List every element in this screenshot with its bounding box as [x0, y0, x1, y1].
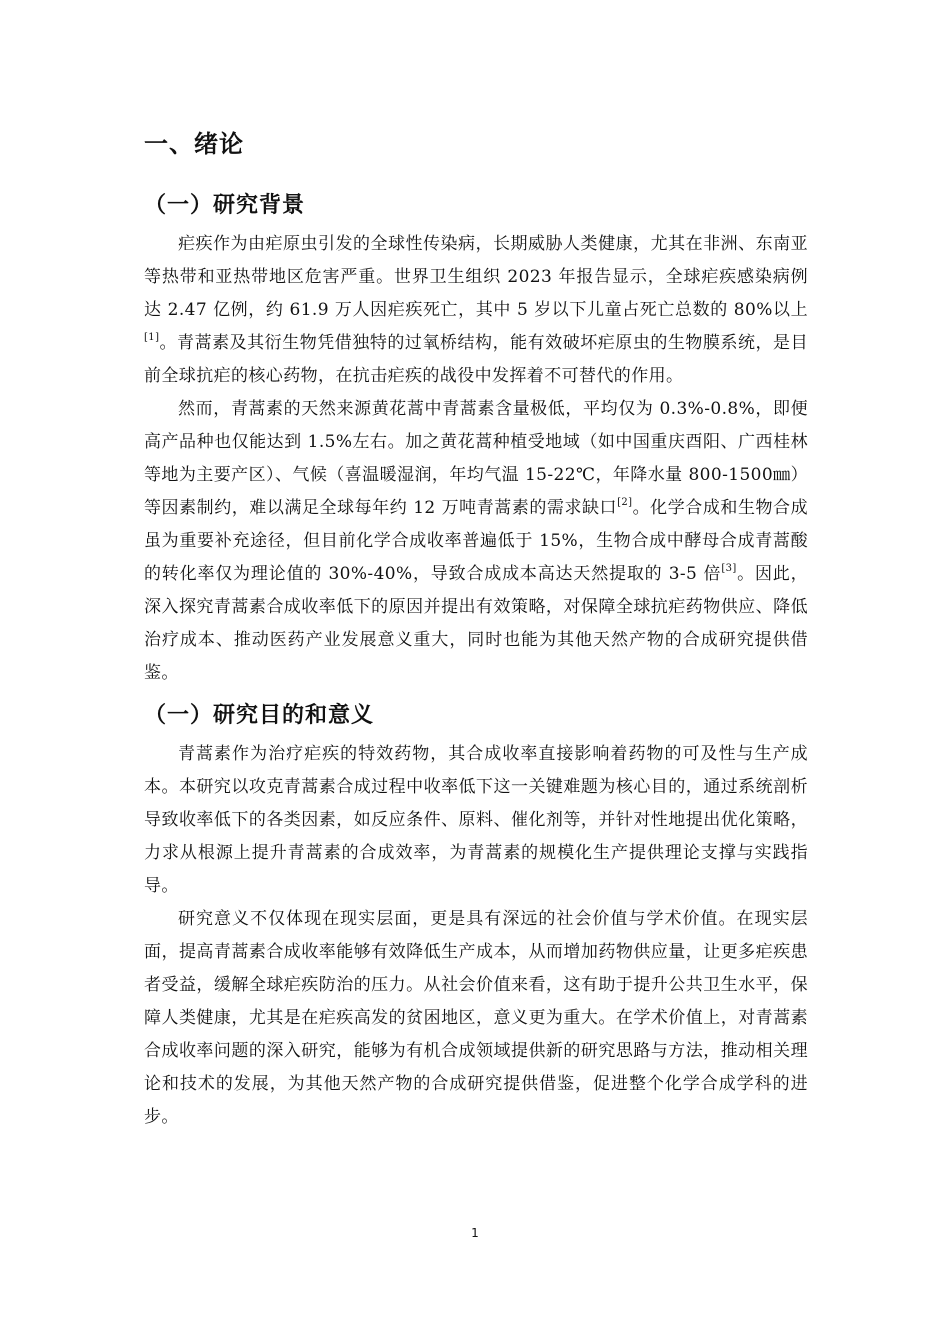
paragraph-text: 。化学合成和生物合成虽为重要补充途径，但目前化学合成收率普遍低于 15%，生物合成中酵母合成青蒿酸的转化率仅为理论值的 30%-40%，导致合成成本高达天然提取的 3-5 倍	[144, 498, 808, 584]
page-number: 1	[471, 1226, 479, 1240]
chapter-heading: 一、绪论	[144, 130, 244, 158]
paragraph	[144, 228, 808, 393]
paragraph-text: 研究意义不仅体现在现实层面，更是具有深远的社会价值与学术价值。在现实层面，提高青蒿素合成收率能够有效降低生产成本，从而增加药物供应量，让更多疟疾患者受益，缓解全球疟疾防治的压力。从社会价值来看，这有助于提升公共卫生水平，保障人类健康，尤其是在疟疾高发的贫困地区，意义更为重大。在学术价值上，对青蒿素合成收率问题的深入研究，能够为有机合成领域提供新的研究思路与方法，推动相关理论和技术的发展，为其他天然产物的合成研究提供借鉴，促进整个化学合成学科的进步。	[144, 909, 808, 1127]
paragraph-text: 。因此，深入探究青蒿素合成收率低下的原因并提出有效策略，对保障全球抗疟药物供应、降低治疗成本、推动医药产业发展意义重大，同时也能为其他天然产物的合成研究提供借鉴。	[144, 564, 808, 683]
paragraph-text: 然而，青蒿素的天然来源黄花蒿中青蒿素含量极低，平均仅为 0.3%-0.8%，即便高产品种也仅能达到 1.5%左右。加之黄花蒿种植受地域（如中国重庆酉阳、广西桂林等地为主要产区）、气候（喜温暖湿润，年均气温 15-22℃，年降水量 800-1500㎜）等因素制约，难以满足全球每年约 12 万吨青蒿素的需求缺口	[144, 399, 808, 518]
paragraph-text: 。青蒿素及其衍生物凭借独特的过氧桥结构，能有效破坏疟原虫的生物膜系统，是目前全球抗疟的核心药物，在抗击疟疾的战役中发挥着不可替代的作用。	[144, 333, 808, 386]
citation: [2]	[617, 497, 633, 509]
paragraph	[144, 903, 808, 1134]
citation: [3]	[721, 563, 737, 575]
section-title-background: （一）研究背景	[144, 193, 306, 218]
section-title-purpose: （一）研究目的和意义	[144, 703, 375, 728]
page-content	[144, 122, 808, 1134]
paragraph	[144, 738, 808, 903]
paragraph	[144, 393, 808, 690]
paragraph-text: 青蒿素作为治疗疟疾的特效药物，其合成收率直接影响着药物的可及性与生产成本。本研究以攻克青蒿素合成过程中收率低下这一关键难题为核心目的，通过系统剖析导致收率低下的各类因素，如反应条件、原料、催化剂等，并针对性地提出优化策略，力求从根源上提升青蒿素的合成效率，为青蒿素的规模化生产提供理论支撑与实践指导。	[144, 744, 808, 896]
citation: [1]	[144, 332, 160, 344]
paragraph-text: 疟疾作为由疟原虫引发的全球性传染病，长期威胁人类健康，尤其在非洲、东南亚等热带和亚热带地区危害严重。世界卫生组织 2023 年报告显示，全球疟疾感染病例达 2.47 亿例，约 61.9 万人因疟疾死亡，其中 5 岁以下儿童占死亡总数的 80%以上	[144, 234, 808, 320]
